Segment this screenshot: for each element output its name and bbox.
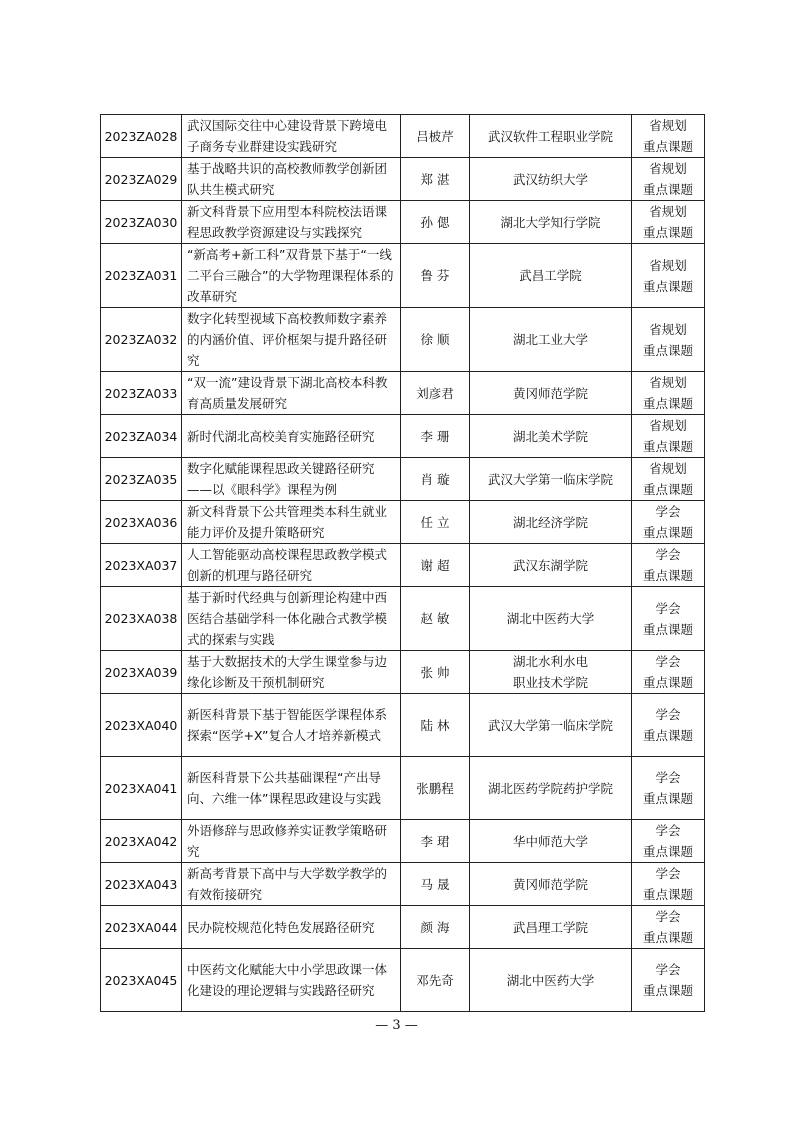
project-category (632, 501, 705, 544)
project-category (632, 372, 705, 415)
project-category (632, 244, 705, 308)
project-title: 新医科背景下公共基础课程“产出导向、六维一体”课程思政建设与实践 (182, 757, 401, 820)
project-code: 2023ZA032 (101, 308, 182, 372)
unit-line: 武昌理工学院 (512, 919, 588, 935)
project-title: 新文科背景下公共管理类本科生就业能力评价及提升策略研究 (182, 501, 401, 544)
project-unit (470, 949, 632, 1012)
project-code: 2023ZA028 (101, 115, 182, 158)
project-leader: 赵 敏 (401, 587, 470, 651)
unit-line: 武昌工学院 (519, 268, 582, 283)
table-row (101, 201, 705, 244)
project-category (632, 651, 705, 694)
category-line: 重点课题 (642, 791, 693, 806)
table-row (101, 906, 705, 949)
project-category (632, 415, 705, 458)
project-leader: 徐 顺 (401, 308, 470, 372)
table-row (101, 115, 705, 158)
project-code: 2023ZA029 (101, 158, 182, 201)
unit-line: 黄冈师范学院 (512, 385, 588, 401)
project-code: 2023XA045 (101, 949, 182, 1012)
project-title: 新文科背景下应用型本科院校法语课程思政教学资源建设与实践探究 (182, 201, 401, 244)
unit-line: 武汉纺织大学 (512, 171, 588, 187)
project-category (632, 820, 705, 863)
category-line: 重点课题 (642, 930, 693, 945)
table-row (101, 651, 705, 694)
project-code: 2023ZA034 (101, 415, 182, 458)
project-unit (470, 372, 632, 415)
category-line: 省规划 (649, 161, 687, 176)
project-code: 2023XA044 (101, 906, 182, 949)
project-unit (470, 587, 632, 651)
project-category (632, 201, 705, 244)
category-line: 省规划 (649, 204, 687, 219)
project-title: 武汉国际交往中心建设背景下跨境电子商务专业群建设实践研究 (182, 115, 401, 158)
category-line: 重点课题 (642, 621, 693, 637)
project-code: 2023ZA031 (101, 244, 182, 308)
category-line: 重点课题 (642, 342, 693, 358)
category-line: 省规划 (649, 418, 687, 433)
project-leader: 李 珊 (401, 415, 470, 458)
table-row (101, 863, 705, 906)
table-row (101, 544, 705, 587)
project-title: “新高考+新工科”双背景下基于“一线二平台三融合”的大学物理课程体系的改革研究 (182, 244, 401, 308)
project-category (632, 308, 705, 372)
category-line: 重点课题 (642, 887, 693, 902)
project-table (100, 114, 705, 1012)
table-row (101, 458, 705, 501)
project-title: 新高考背景下高中与大学数学教学的有效衔接研究 (182, 863, 401, 906)
unit-line: 武汉软件工程职业学院 (487, 128, 613, 144)
project-code: 2023XA037 (101, 544, 182, 587)
table-row (101, 694, 705, 757)
project-unit (470, 820, 632, 863)
project-table-body (101, 115, 705, 1012)
category-line: 重点课题 (642, 278, 693, 294)
project-unit (470, 201, 632, 244)
project-unit (470, 694, 632, 757)
category-line: 学会 (655, 707, 681, 722)
project-unit (470, 757, 632, 820)
table-row (101, 820, 705, 863)
project-unit (470, 415, 632, 458)
project-leader: 刘彦君 (401, 372, 470, 415)
unit-line: 湖北中医药大学 (506, 611, 595, 626)
project-unit (470, 458, 632, 501)
project-unit (470, 863, 632, 906)
project-category (632, 694, 705, 757)
project-code: 2023XA042 (101, 820, 182, 863)
project-unit (470, 906, 632, 949)
page-number: — 3 — (375, 1018, 418, 1033)
category-line: 学会 (655, 654, 681, 669)
category-line: 学会 (655, 547, 681, 562)
project-title: 外语修辞与思政修养实证教学策略研究 (182, 820, 401, 863)
category-line: 重点课题 (642, 675, 693, 690)
unit-line: 湖北中医药大学 (506, 972, 595, 988)
category-line: 学会 (655, 962, 681, 977)
project-category (632, 863, 705, 906)
category-line: 省规划 (649, 118, 687, 133)
table-row (101, 949, 705, 1012)
table-row (101, 244, 705, 308)
category-line: 重点课题 (642, 983, 693, 998)
project-title: 数字化赋能课程思政关键路径研究——以《眼科学》课程为例 (182, 458, 401, 501)
category-line: 学会 (655, 823, 681, 838)
project-title: 民办院校规范化特色发展路径研究 (182, 906, 401, 949)
project-category (632, 544, 705, 587)
unit-line: 华中师范大学 (512, 833, 588, 849)
project-title: 中医药文化赋能大中小学思政课一体化建设的理论逻辑与实践路径研究 (182, 949, 401, 1012)
table-row (101, 757, 705, 820)
category-line: 省规划 (649, 461, 687, 476)
project-leader: 马 晟 (401, 863, 470, 906)
project-unit (470, 544, 632, 587)
category-line: 重点课题 (642, 182, 693, 197)
table-row (101, 501, 705, 544)
project-category (632, 115, 705, 158)
table-row (101, 308, 705, 372)
project-code: 2023ZA033 (101, 372, 182, 415)
unit-line: 湖北水利水电 (512, 654, 588, 669)
category-line: 重点课题 (642, 396, 693, 411)
project-leader: 孙 偲 (401, 201, 470, 244)
project-leader: 张鹏程 (401, 757, 470, 820)
project-leader: 李 珺 (401, 820, 470, 863)
project-leader: 吕柀芹 (401, 115, 470, 158)
category-line: 重点课题 (642, 568, 693, 583)
project-code: 2023ZA035 (101, 458, 182, 501)
unit-line: 湖北大学知行学院 (500, 214, 601, 230)
table-row (101, 158, 705, 201)
project-leader: 鲁 芬 (401, 244, 470, 308)
category-line: 学会 (655, 504, 681, 519)
category-line: 省规划 (649, 375, 687, 390)
project-code: 2023XA039 (101, 651, 182, 694)
category-line: 省规划 (649, 257, 687, 273)
project-unit (470, 244, 632, 308)
table-row (101, 415, 705, 458)
project-code: 2023XA038 (101, 587, 182, 651)
project-code: 2023ZA030 (101, 201, 182, 244)
category-line: 学会 (655, 770, 681, 785)
project-title: 基于战略共识的高校教师教学创新团队共生模式研究 (182, 158, 401, 201)
category-line: 重点课题 (642, 482, 693, 497)
category-line: 重点课题 (642, 139, 693, 154)
project-code: 2023XA041 (101, 757, 182, 820)
project-title: 基于大数据技术的大学生课堂参与边缘化诊断及干预机制研究 (182, 651, 401, 694)
category-line: 省规划 (649, 321, 687, 337)
category-line: 学会 (655, 866, 681, 881)
category-line: 学会 (655, 909, 681, 924)
unit-line: 武汉东湖学院 (512, 557, 588, 573)
unit-line: 职业技术学院 (512, 675, 588, 690)
project-title: “双一流”建设背景下湖北高校本科教育高质量发展研究 (182, 372, 401, 415)
unit-line: 湖北工业大学 (512, 332, 588, 347)
project-leader: 谢 超 (401, 544, 470, 587)
project-unit (470, 651, 632, 694)
category-line: 重点课题 (642, 844, 693, 859)
project-leader: 郑 湛 (401, 158, 470, 201)
unit-line: 武汉大学第一临床学院 (487, 471, 613, 487)
unit-line: 湖北经济学院 (512, 514, 588, 530)
category-line: 学会 (655, 600, 681, 616)
project-title: 新时代湖北高校美育实施路径研究 (182, 415, 401, 458)
project-leader: 肖 璇 (401, 458, 470, 501)
project-category (632, 949, 705, 1012)
project-category (632, 458, 705, 501)
category-line: 重点课题 (642, 225, 693, 240)
project-title: 人工智能驱动高校课程思政教学模式创新的机理与路径研究 (182, 544, 401, 587)
unit-line: 湖北美术学院 (512, 428, 588, 444)
project-category (632, 906, 705, 949)
project-leader: 张 帅 (401, 651, 470, 694)
project-code: 2023XA043 (101, 863, 182, 906)
project-leader: 邓先奇 (401, 949, 470, 1012)
project-leader: 陆 林 (401, 694, 470, 757)
unit-line: 湖北医药学院药护学院 (487, 780, 613, 796)
project-category (632, 757, 705, 820)
unit-line: 黄冈师范学院 (512, 876, 588, 892)
category-line: 重点课题 (642, 525, 693, 540)
project-unit (470, 501, 632, 544)
project-category (632, 158, 705, 201)
project-unit (470, 115, 632, 158)
project-code: 2023XA036 (101, 501, 182, 544)
project-leader: 任 立 (401, 501, 470, 544)
project-leader: 颜 海 (401, 906, 470, 949)
project-unit (470, 158, 632, 201)
project-title: 新医科背景下基于智能医学课程体系探索“医学+X”复合人才培养新模式 (182, 694, 401, 757)
table-row (101, 587, 705, 651)
project-unit (470, 308, 632, 372)
project-code: 2023XA040 (101, 694, 182, 757)
category-line: 重点课题 (642, 439, 693, 454)
table-row (101, 372, 705, 415)
category-line: 重点课题 (642, 728, 693, 743)
project-title: 基于新时代经典与创新理论构建中西医结合基础学科一体化融合式教学模式的探索与实践 (182, 587, 401, 651)
unit-line: 武汉大学第一临床学院 (487, 717, 613, 733)
project-category (632, 587, 705, 651)
project-title: 数字化转型视域下高校教师数字素养的内涵价值、评价框架与提升路径研究 (182, 308, 401, 372)
